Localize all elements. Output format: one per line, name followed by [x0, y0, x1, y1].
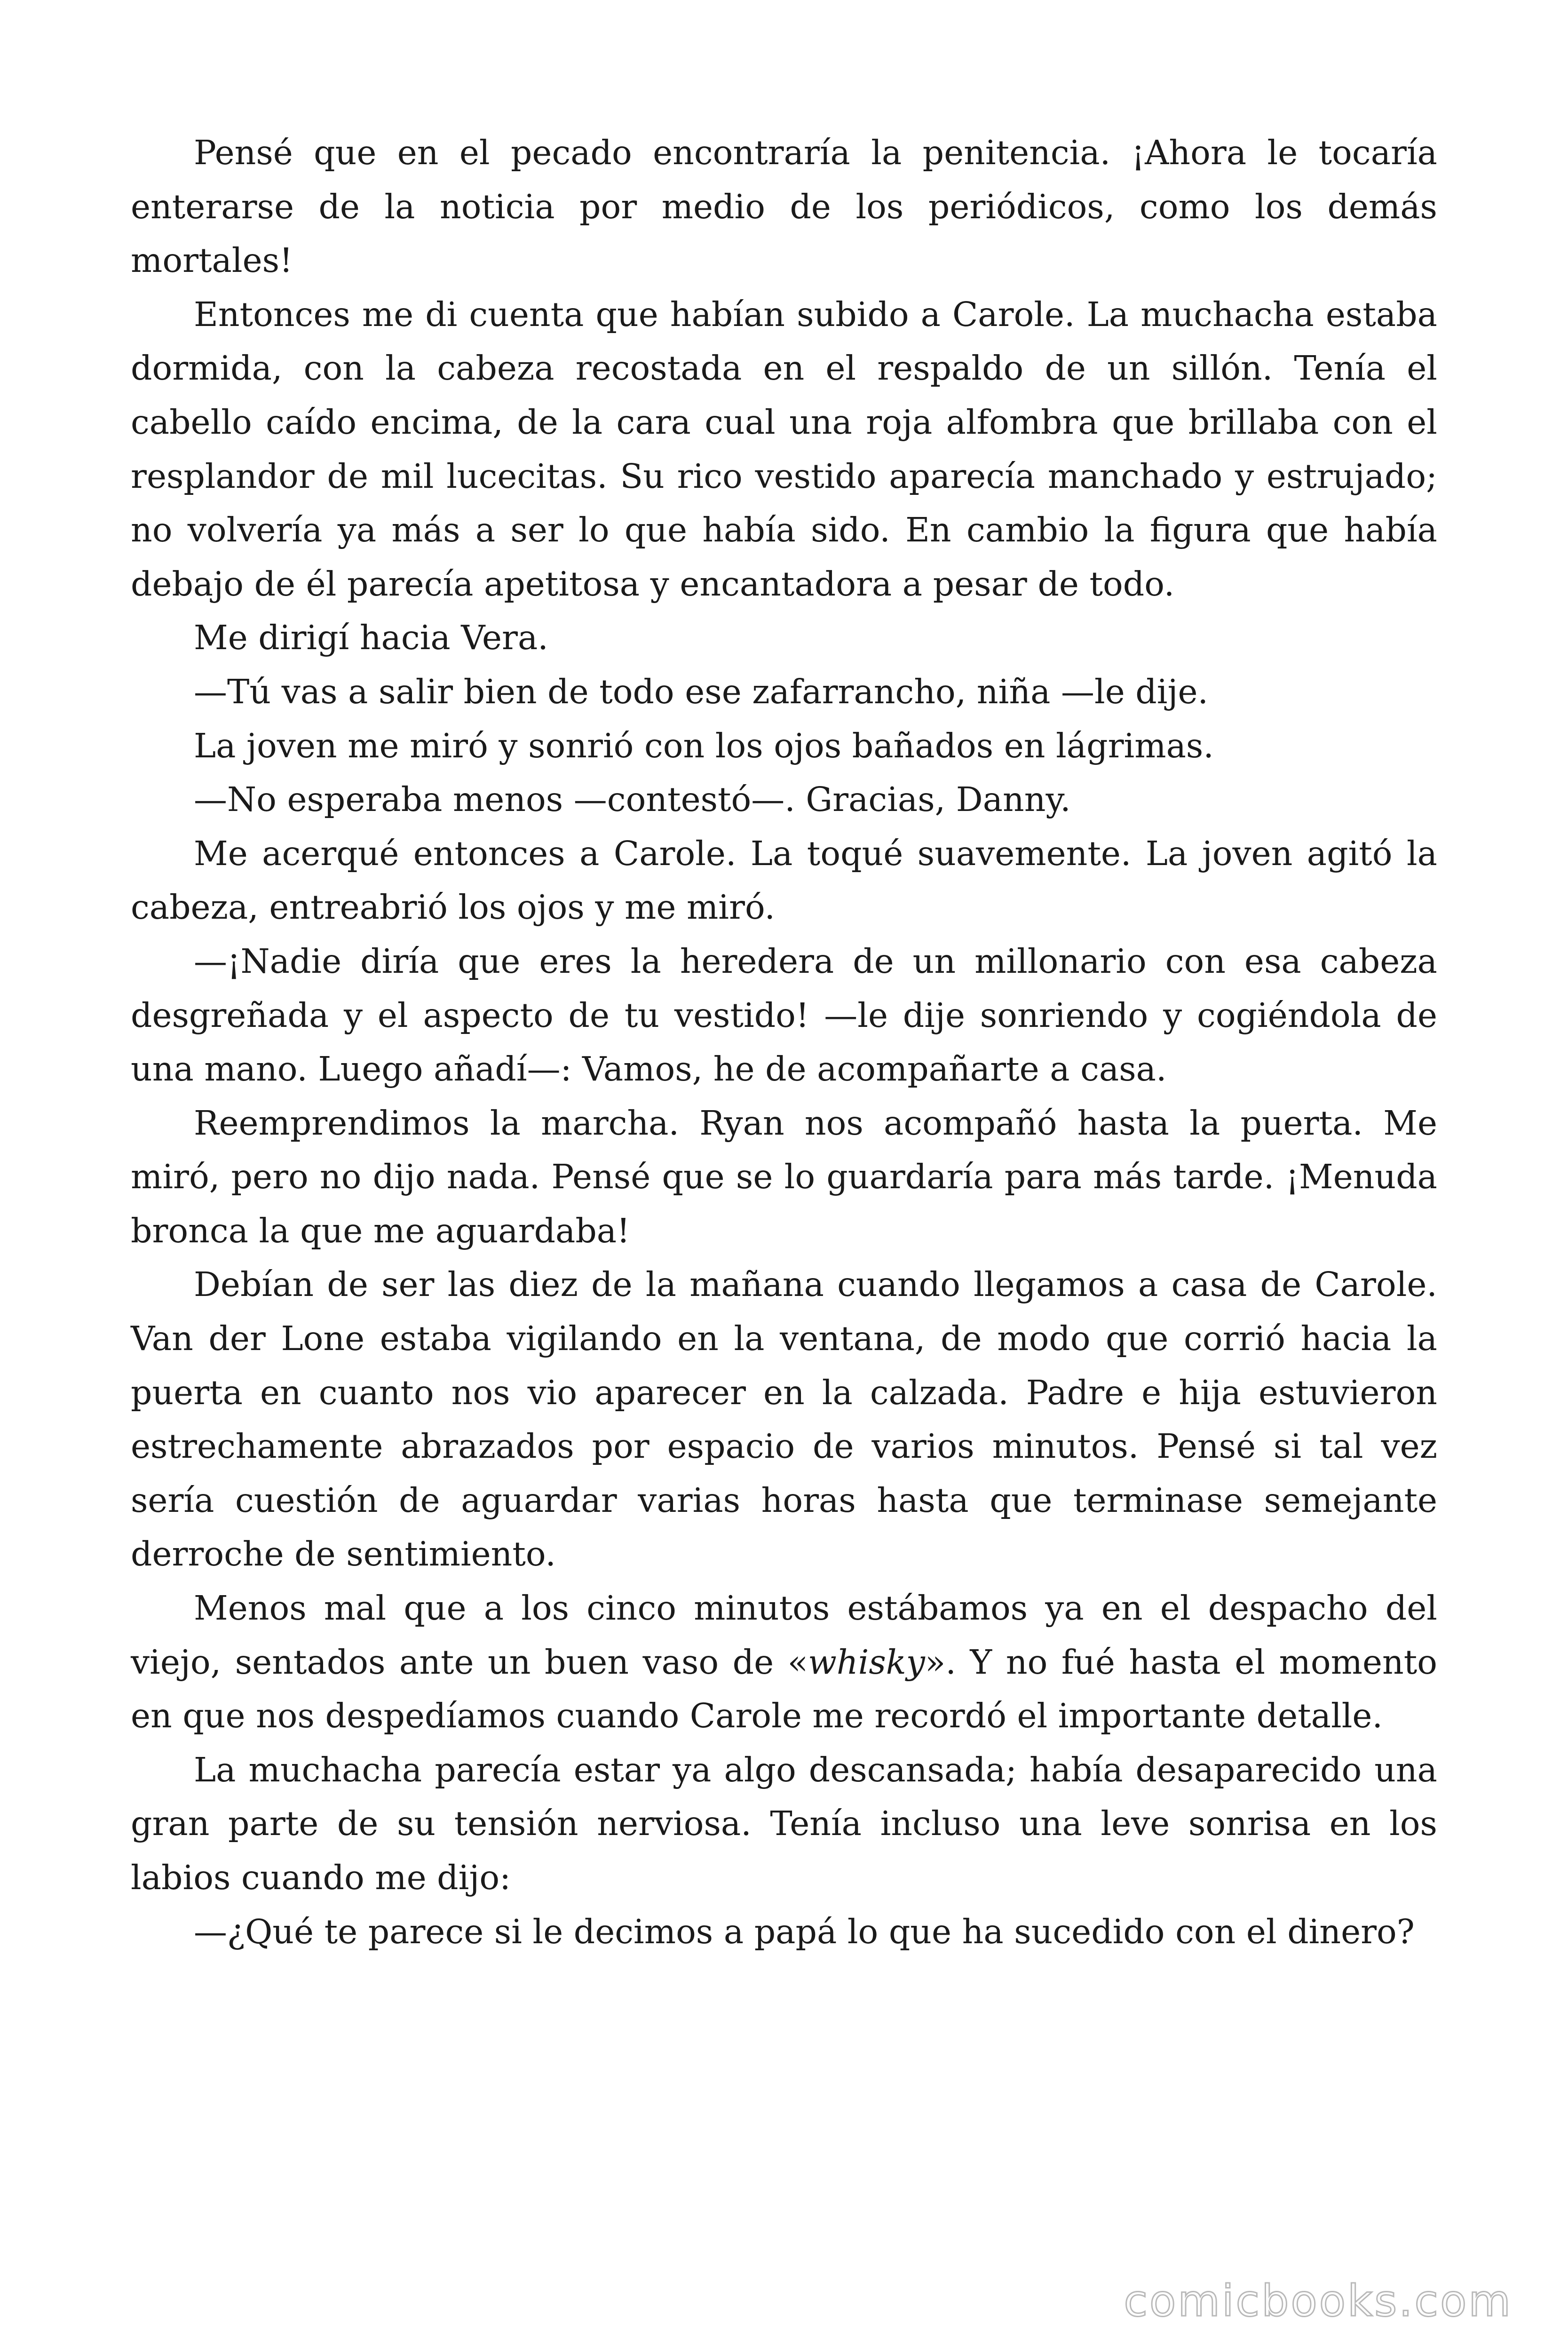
italic-word: whisky	[808, 1642, 925, 1682]
paragraph: Me acerqué entonces a Carole. La toqué suavemente. La joven agitó la cabeza, entreabrió los ojos y me miró.	[131, 834, 1437, 927]
paragraph: Debían de ser las diez de la mañana cuando llegamos a casa de Carole. Van der Lone estaba vigilando en la ventana, de modo que corrió hacia la puerta en cuanto nos vio aparecer en la calzada. Padre e hija estuvieron estrechamente abrazados por espacio de varios minutos. Pensé si tal vez sería cuestión de aguardar varias horas hasta que terminase semejante derroche de sentimiento.	[131, 1265, 1437, 1574]
paragraph-text: ». Y no fué hasta el momento en que nos despedíamos cuando Carole me recordó el importante detalle.	[131, 1642, 1437, 1736]
paragraph: La muchacha parecía estar ya algo descansada; había desaparecido una gran parte de su tensión nerviosa. Tenía incluso una leve sonrisa en los labios cuando me dijo:	[131, 1750, 1437, 1897]
paragraph: —¿Qué te parece si le decimos a papá lo que ha sucedido con el dinero?	[194, 1912, 1415, 1951]
paragraph: La joven me miró y sonrió con los ojos bañados en lágrimas.	[194, 726, 1214, 765]
paragraph-text: Menos mal que a los cinco minutos estábamos ya en el despacho del viejo, sentados ante un buen vaso de «	[131, 1589, 1437, 1682]
paragraph: Entonces me di cuenta que habían subido a Carole. La muchacha estaba dormida, con la cabeza recostada en el respaldo de un sillón. Tenía el cabello caído encima, de la cara cual una roja alfombra que brillaba con el resplandor de mil lucecitas. Su rico vestido aparecía manchado y estrujado; no volvería ya más a ser lo que había sido. En cambio la figura que había debajo de él parecía apetitosa y encantadora a pesar de todo.	[131, 294, 1437, 604]
paragraph: Me dirigí hacia Vera.	[194, 618, 548, 658]
page-body-text	[131, 126, 1437, 1959]
watermark-logo: comicbooks.com	[1124, 2276, 1513, 2326]
paragraph: Reemprendimos la marcha. Ryan nos acompañó hasta la puerta. Me miró, pero no dijo nada. Pensé que se lo guardaría para más tarde. ¡Menuda bronca la que me aguardaba!	[131, 1103, 1437, 1250]
paragraph: Pensé que en el pecado encontraría la penitencia. ¡Ahora le tocaría enterarse de la noticia por medio de los periódicos, como los demás mortales!	[131, 133, 1437, 280]
paragraph-whisky	[131, 1581, 1437, 1743]
paragraph: —¡Nadie diría que eres la heredera de un millonario con esa cabeza desgreñada y el aspecto de tu vestido! —le dije sonriendo y cogiéndola de una mano. Luego añadí—: Vamos, he de acompañarte a casa.	[131, 941, 1437, 1089]
paragraph: —Tú vas a salir bien de todo ese zafarrancho, niña —le dije.	[194, 672, 1209, 711]
paragraph: —No esperaba menos —contestó—. Gracias, Danny.	[194, 780, 1071, 819]
